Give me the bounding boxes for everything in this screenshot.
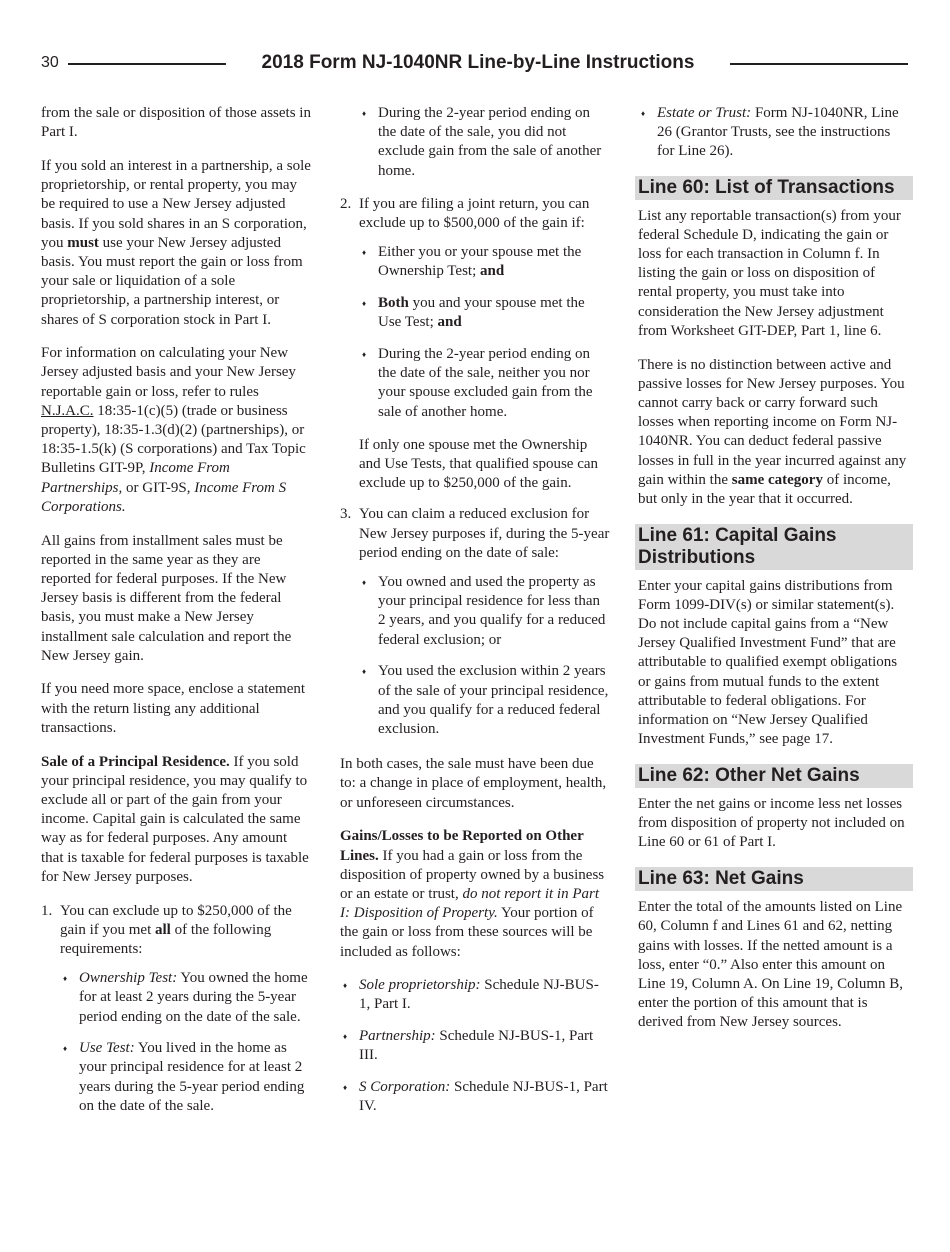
page-number: 30	[41, 54, 59, 71]
heading-line-62: Line 62: Other Net Gains	[635, 764, 913, 788]
heading-line-61: Line 61: Capital Gains Distributions	[635, 524, 913, 570]
list-item: ♦ Ownership Test: You owned the home for at least 2 years during the 5-year period ending on the date of the sale.	[60, 969, 313, 1027]
paragraph: Enter the net gains or income less net losses from disposition of property not included on Line 60 or 61 of Part I.	[638, 795, 905, 851]
list-item: ♦ Partnership: Schedule NJ-BUS-1, Part III.	[340, 1027, 610, 1065]
bullet-list	[60, 969, 313, 1116]
paragraph: If you need more space, enclose a statement with the return listing any additional transactions.	[41, 681, 306, 736]
list-item: ♦ Either you or your spouse met the Ownership Test; and	[359, 243, 610, 281]
bullet-list	[359, 243, 610, 422]
paragraph: For information on calculating your New Jersey adjusted basis and your New Jersey reportable gain or loss, refer to rules N.J.A.C. 18:35-1(c)(5) (trade or business property), 18:35-1.3(d)(2) (partnerships), or 18:35-1.5(k) (S corporations) and Tax Topic Bulletins GIT-9P, Income From Partnerships, or GIT-9S, Income From S Corporations.	[41, 345, 306, 515]
paragraph: from the sale or disposition of those assets in Part I.	[41, 105, 311, 141]
column-2	[340, 104, 610, 1129]
header-rule-right	[730, 63, 908, 65]
paragraph: If you sold an interest in a partnership, a sole proprietorship, or rental property, you may be required to use a New Jersey adjusted basis. If you sold shares in an S corporation, you must use your New Jersey adjusted basis. You must report the gain or loss from your sale or liquidation of a sole proprietorship, a partnership interest, or shares of S corporation stock in Part I.	[41, 157, 311, 328]
page-title: 2018 Form NJ-1040NR Line-by-Line Instructions	[261, 52, 695, 73]
bullet-list	[638, 104, 910, 162]
paragraph: Sale of a Principal Residence. If you sold your principal residence, you may qualify to exclude all or part of the gain from your income. Capital gain is calculated the same way as for federal purposes. Any amount that is taxable for federal purposes is taxable for New Jersey purposes.	[41, 753, 309, 885]
paragraph: List any reportable transaction(s) from your federal Schedule D, indicating the gain or loss for each transaction in Column f. In listing the gain or loss on disposition of rental property, you must take into consideration the New Jersey adjustment from Worksheet GIT-DEP, Part 1, line 6.	[638, 207, 901, 339]
list-item: ♦ Estate or Trust: Form NJ-1040NR, Line 26 (Grantor Trusts, see the instructions for Line 26).	[638, 104, 910, 162]
paragraph: Gains/Losses to be Reported on Other Lines. If you had a gain or loss from the disposition of property owned by a business or an estate or trust, do not report it in Part I: Disposition of Property. Your portion of the gain or loss from these sources will be included as follows:	[340, 828, 605, 960]
heading-line-63: Line 63: Net Gains	[635, 867, 913, 891]
column-3	[638, 104, 910, 1047]
page-header	[0, 52, 950, 80]
paragraph: In both cases, the sale must have been due to: a change in place of employment, health, or unforeseen circumstances.	[340, 756, 607, 811]
list-item: ♦ S Corporation: Schedule NJ-BUS-1, Part IV.	[340, 1078, 610, 1116]
list-item: ♦ You used the exclusion within 2 years of the sale of your principal residence, and you qualify for a reduced federal exclusion.	[359, 662, 610, 739]
numbered-item-3: 3. You can claim a reduced exclusion for New Jersey purposes if, during the 5-year period ending on the date of sale: ♦ You owned and used the property as your principal residence for less than 2 years, and you qualify for a reduced federal exclusion; or ♦ You used the exclusion within 2 years of the sale of your principal residence, and you qualify for a reduced federal exclusion.	[340, 505, 610, 739]
njac-abbreviation: N.J.A.C.	[41, 402, 94, 419]
list-item: ♦ During the 2-year period ending on the date of the sale, you did not exclude gain from the sale of another home.	[359, 104, 610, 181]
list-item: ♦ Use Test: You lived in the home as your principal residence for at least 2 years during the 5-year period ending on the date of the sale.	[60, 1039, 313, 1116]
paragraph: Enter your capital gains distributions from Form 1099-DIV(s) or similar statement(s). Do not include capital gains from a “New Jersey Qualified Investment Fund” that are attributable to qualified exempt obligations or gains from mutual funds to the extent attributable to federal obligations. For information on “New Jersey Qualified Investment Funds,” see page 17.	[638, 577, 898, 748]
bullet-list	[340, 976, 610, 1116]
numbered-item-1: 1. You can exclude up to $250,000 of the gain if you met all of the following requirements: ♦ Ownership Test: You owned the home for at least 2 years during the 5-year period ending on the date of the sale. ♦ Use Test: You lived in the home as your principal residence for at least 2 years during the 5-year period ending on the date of the sale.	[41, 902, 313, 1117]
heading-line-60: Line 60: List of Transactions	[635, 176, 913, 200]
paragraph: If only one spouse met the Ownership and Use Tests, that qualified spouse can exclude up to $250,000 of the gain.	[359, 436, 599, 492]
list-item: ♦ You owned and used the property as your principal residence for less than 2 years, and you qualify for a reduced federal exclusion; or	[359, 573, 610, 650]
list-item: ♦ During the 2-year period ending on the date of the sale, neither you nor your spouse excluded gain from the sale of another home.	[359, 345, 610, 422]
paragraph: All gains from installment sales must be reported in the same year as they are reported for federal purposes. If the New Jersey basis is different from the federal basis, you must make a New Jersey installment sale calculation and report the New Jersey gain.	[41, 532, 292, 664]
column-1	[41, 104, 313, 1129]
numbered-item-2: 2. If you are filing a joint return, you can exclude up to $500,000 of the gain if: ♦ Either you or your spouse met the Ownership Test; and ♦ Both you and your spouse met the Use Test; and ♦ During the 2-year period ending on the date of the sale, neither you nor your spouse excluded gain from the sale of another home. If only one spouse met the Ownership and Use Tests, that qualified spouse can exclude up to $250,000 of the gain.	[340, 195, 610, 494]
paragraph: Enter the total of the amounts listed on Line 60, Column f and Lines 61 and 62, netting gains with losses. If the netted amount is a loss, enter “0.” Also enter this amount on Line 19, Column A. On Line 19, Column B, enter the portion of this amount that is derived from New Jersey sources.	[638, 899, 903, 1031]
list-item: ♦ Both you and your spouse met the Use Test; and	[359, 294, 610, 332]
paragraph: There is no distinction between active and passive losses for New Jersey purposes. You cannot carry back or carry forward such losses when reporting income on Form NJ-1040NR. You can deduct federal passive losses in full in the year incurred against any gain within the same category of income, but only in the year that it occurred.	[638, 356, 907, 507]
header-rule-left	[68, 63, 226, 65]
list-item: ♦ Sole proprietorship: Schedule NJ-BUS-1, Part I.	[340, 976, 610, 1014]
bullet-list	[359, 104, 610, 181]
bullet-list	[359, 573, 610, 739]
